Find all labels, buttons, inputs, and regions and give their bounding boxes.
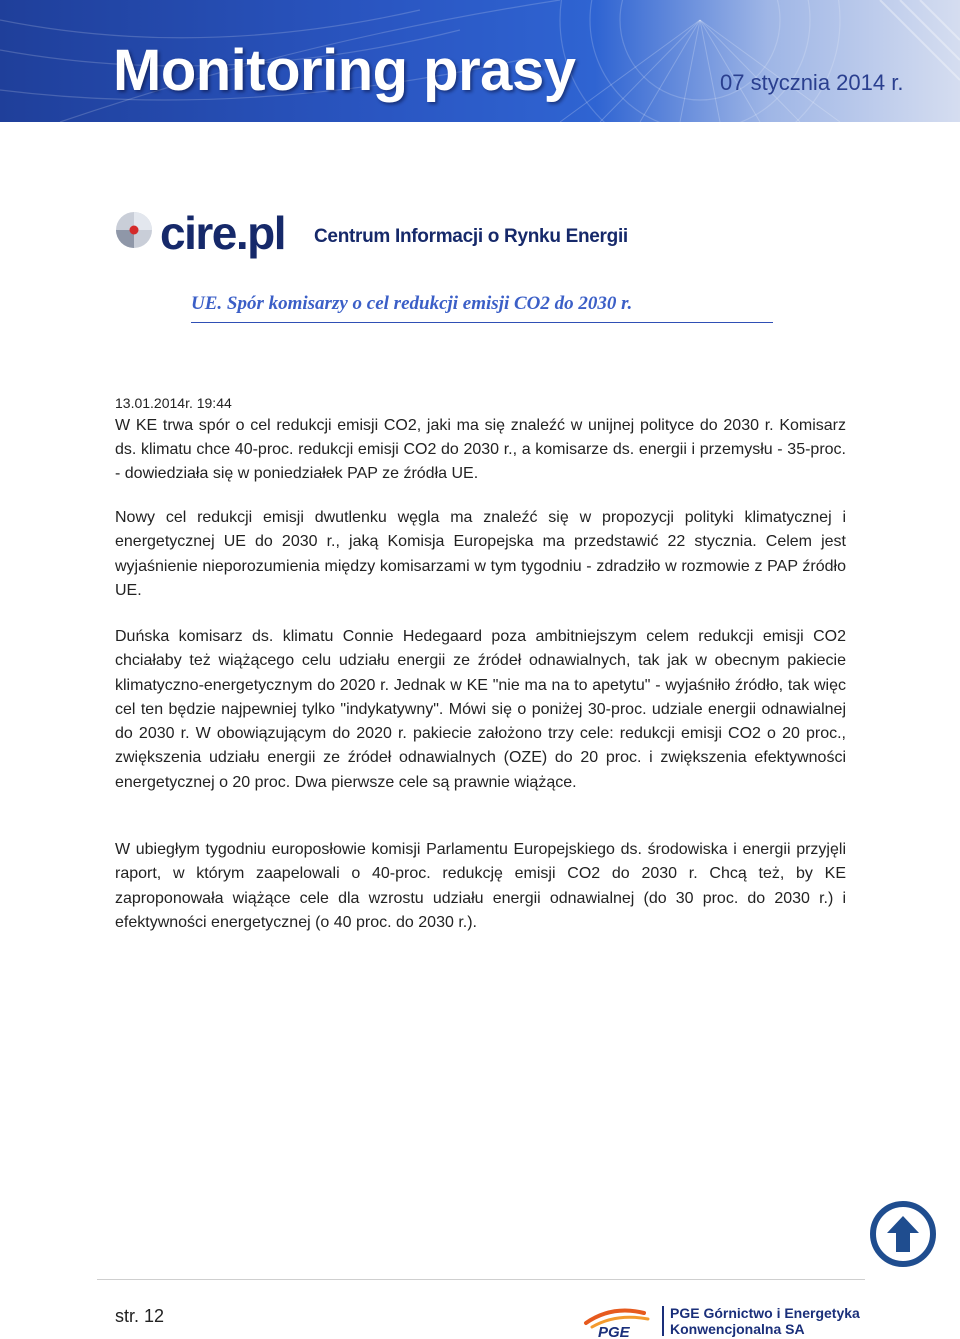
footer-divider	[97, 1279, 865, 1280]
header-banner	[0, 0, 960, 122]
company-name-line2: Konwencjonalna SA	[670, 1321, 805, 1337]
source-logo-tagline: Centrum Informacji o Rynku Energii	[314, 226, 628, 247]
footer-logo-divider	[662, 1306, 664, 1336]
article-paragraph: Nowy cel redukcji emisji dwutlenku węgla ma znaleźć się w propozycji polityki klimatycznej i energetycznej UE do 2030 r., jaką Komisja Europejska ma przedstawić 22 stycznia. Celem jest wyjaśnienie nieporozumienia między komisarzami w tym tygodniu - zdradziło w rozmowie z PAP źródło UE.	[115, 509, 846, 599]
cire-mark-icon	[112, 208, 156, 252]
article-paragraph: Duńska komisarz ds. klimatu Connie Hedegaard poza ambitniejszym celem redukcji emisji CO2 chciałaby też wiążącego celu udziału energii ze źródeł odnawialnych, tak jak w obecnym pakiecie klimatyczno-energetycznym do 2020 r. Jednak w KE "nie ma na to apetytu" - wyjaśniło źródło, tak więc cel ten będzie najpewniej tylko "indykatywny". Mówi się o poniżej 30-proc. udziale energii odnawialnej do 2030 r. W obowiązującym do 2020 r. pakiecie założono trzy cele: redukcji emisji CO2 o 20 proc., zwiększenia udziału energii ze źródeł odnawialnych (OZE) do 20 proc. i zwiększenia efektywności energetycznej o 20 proc. Dwa pierwsze cele są prawnie wiążące.	[115, 628, 846, 791]
issue-date: 07 stycznia 2014 r.	[720, 70, 904, 95]
source-logo	[112, 208, 672, 264]
scroll-to-top-button[interactable]	[869, 1200, 937, 1268]
article-timestamp: 13.01.2014r. 19:44	[115, 395, 232, 411]
arrow-up-icon	[869, 1200, 937, 1268]
company-name-line1: PGE Górnictwo i Energetyka	[670, 1305, 860, 1321]
article-headline: UE. Spór komisarzy o cel redukcji emisji CO2 do 2030 r.	[191, 293, 633, 314]
headline-divider	[191, 322, 773, 323]
pge-logo	[582, 1303, 666, 1339]
page-title: Monitoring prasy	[113, 38, 576, 103]
article-paragraph: W ubiegłym tygodniu europosłowie komisji Parlamentu Europejskiego ds. środowiska i energii przyjęli raport, w którym zaapelowali o 40-proc. redukcję emisji CO2 do 2030 r. Chcą też, by KE zaproponowała wiążące cele dla wzrostu udziału energii odnawialnej (do 30 proc. do 2030 r.) i efektywności energetycznej (o 40 proc. do 2030 r.).	[115, 841, 846, 931]
page-number: str. 12	[115, 1306, 165, 1326]
pge-logo-text: PGE	[598, 1324, 630, 1339]
article-lead: W KE trwa spór o cel redukcji emisji CO2, jaki ma się znaleźć w unijnej polityce do 2030 r. Komisarz ds. klimatu chce 40-proc. redukcji emisji CO2 do 2030 r., a komisarze ds. energii i przemysłu - 35-proc. - dowiedziała się w poniedziałek PAP ze źródła UE.	[115, 417, 846, 482]
source-logo-name: cire.pl	[160, 207, 286, 259]
company-name	[670, 1305, 860, 1337]
